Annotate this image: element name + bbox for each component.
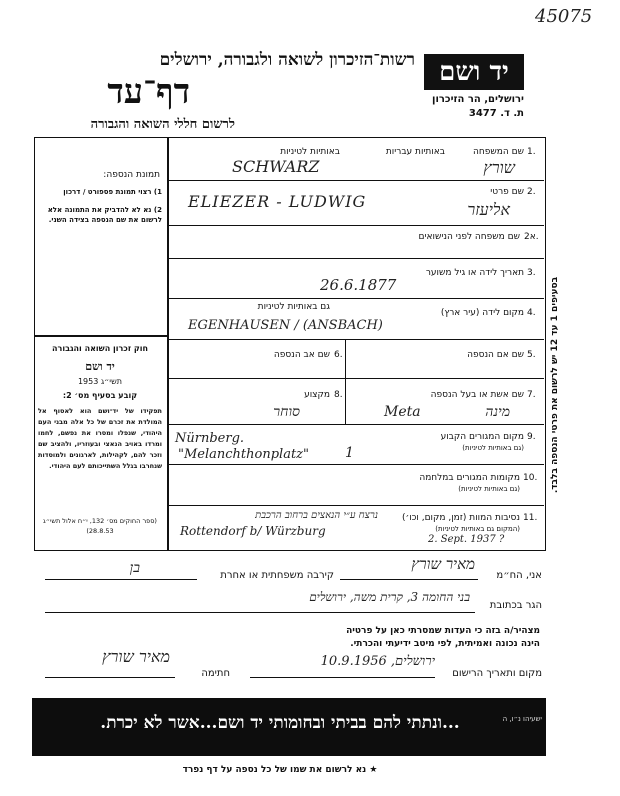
field-10-sub: (גם באותיות לטיניות) xyxy=(458,485,520,493)
field-1-latin-value: SCHWARZ xyxy=(232,157,320,176)
field-5-number: 5. xyxy=(527,350,536,360)
law-body: תפקידו של יד־ושם הוא לאסוף אל המולדת את זכרם של כל אלה מבני העם היהודי, שנפלו ומסרו את נפשם, לחמו ומרדו באויב הנאצי ובעוזריו, ולהציב שם וזכר להם, לקהילות, לארגונים ולמוסדות שנחרבו בגלל השתייכותם לעם היהודי. xyxy=(38,407,162,470)
org-title: רשות־הזיכרון לשואה ולגבורה, ירושלים xyxy=(159,50,415,70)
archive-number: 45075 xyxy=(535,6,593,27)
field-5-label: שם אם הנספה xyxy=(467,350,524,360)
form-title: דף־עד xyxy=(107,72,190,112)
field-7-label: שם אשת או בעל הנספה xyxy=(430,390,524,400)
field-8-label: מקצוע xyxy=(304,390,330,400)
field-3-value: 26.6.1877 xyxy=(320,276,397,294)
witness-i-label: אני, הח״מ xyxy=(496,570,542,581)
form-subtitle: לרשום חללי השואה והגבורה xyxy=(90,117,235,132)
registration-place-label: מקום ותאריך הרישום xyxy=(452,668,542,679)
field-11-number: 11. xyxy=(523,513,538,523)
field-1-number: 1. xyxy=(527,147,536,157)
field-9-value-street: "Melanchthonplatz" xyxy=(178,447,309,462)
field-9-label: מקום המגורים הקבוע xyxy=(440,432,524,442)
field-3-label: תאריך לידה או גיל משוער xyxy=(425,268,524,278)
field-1-hebrew-value: שורץ xyxy=(483,158,515,177)
field-8-value: סוחר xyxy=(273,404,300,420)
field-6-label: שם אב הנספה xyxy=(273,350,330,360)
logo-address: ירושלים, הר הזיכרון xyxy=(432,94,524,105)
field-2a-label: שם משפחה לפני הנישואים xyxy=(418,232,520,242)
field-4-value: EGENHAUSEN / (ANSBACH) xyxy=(188,318,383,333)
law-name: יד ושם xyxy=(85,360,115,373)
field-7-hebrew-value: מינה xyxy=(485,404,510,420)
po-box: ת. ד. 3477 xyxy=(468,108,524,119)
witness-declaration-line2: הינה נכונה ואמיתית, לפי מיטב ידיעתי והכרתי. xyxy=(350,639,540,649)
law-ref: (ספר החוקים מס׳ 132, י״ח אלול תשי״ג 28.8.53) xyxy=(43,517,157,535)
signature-label: חתימה xyxy=(201,668,230,679)
footer-text: נא לרשום את שמו של כל נספה על דף נפרד xyxy=(182,765,367,775)
field-9-sub: (גם באותיות לטיניות) xyxy=(462,444,524,452)
law-title: חוק זכרון השואה והגבורה xyxy=(52,344,148,353)
banner-quote: ...ונתתי להם בביתי ובחומותי יד ושם...אשר לא יכרת. xyxy=(100,713,460,733)
field-4-number: 4. xyxy=(527,308,536,318)
witness-address-value: בני החומה 3, קרית משה, ירושלים xyxy=(309,590,470,604)
banner-reference: ישעיהו נ״ו, ה xyxy=(502,715,542,723)
field-2-latin-value: ELIEZER - LUDWIG xyxy=(188,192,367,211)
field-2-label: שם פרטי xyxy=(490,187,524,197)
field-10-label: מקומות המגורים במלחמה xyxy=(419,473,520,483)
field-4-label: מקום לידה (עיר ארץ) xyxy=(440,308,524,318)
field-9-value-city: Nürnberg. xyxy=(175,431,245,446)
field-7-number: 7. xyxy=(527,390,536,400)
field-9-number: 9. xyxy=(527,432,536,442)
field-6-number: 6. xyxy=(334,350,343,360)
field-11-value-place: Rottendorf b/ Würzburg xyxy=(180,524,326,538)
footer-asterisk: ★ xyxy=(366,765,378,775)
field-9-value-number: 1 xyxy=(345,445,354,461)
photo-panel-title: תמונת הנספה: xyxy=(103,170,160,180)
field-2-hebrew-value: אליעזר xyxy=(467,200,510,219)
witness-relation-label: קירבה משפחתית או אחרת xyxy=(220,570,334,581)
field-11-value-hebrew: נרצח ע״י הנאצים ברחוב הרכבת xyxy=(255,510,378,521)
logo-text: יד ושם xyxy=(439,57,509,87)
law-clause: קובע בסעיף מס׳ 2: xyxy=(62,391,138,400)
witness-address-label: הגר בכתובת xyxy=(489,600,542,611)
witness-relation-value: בן xyxy=(129,560,140,576)
field-10-number: 10. xyxy=(523,473,538,483)
witness-name-value: מאיר שורץ xyxy=(411,555,475,573)
field-1-label: שם המשפחה xyxy=(473,147,524,157)
registration-place-value: ירושלים, 10.9.1956 xyxy=(320,654,435,669)
field-11-sub: (המקום גם באותיות לטיניות) xyxy=(435,525,520,533)
photo-panel-item1: 1) רצוי תמונת פספורט / דרכון xyxy=(63,188,162,196)
field-8-number: 8. xyxy=(334,390,343,400)
witness-declaration-line1: מצהיר/ה בזה כי העדות שמסרתי כאן על פרטיה xyxy=(346,626,540,636)
field-3-number: 3. xyxy=(527,268,536,278)
law-year: תשי״ג 1953 xyxy=(77,377,123,386)
field-7-latin-value: Meta xyxy=(384,404,421,420)
field-2a-number: 2א. xyxy=(524,232,539,242)
yad-vashem-logo xyxy=(424,54,524,90)
field-2-number: 2. xyxy=(527,187,536,197)
footer-note xyxy=(150,765,410,775)
field-1-latin-header: באותיות לטיניות xyxy=(280,147,340,157)
photo-panel-item2: 2) נא לא להדביק את התמונה אלא לרשום את שם הנספה בצידה השני. xyxy=(47,206,162,224)
signature-value: מאיר שורץ xyxy=(102,647,170,666)
field-11-value-date: 2. Sept. 1937 ? xyxy=(428,534,505,545)
side-note: בסעיפים 1 עד 12 יש לרשום את פרטי הנספה בלבד. xyxy=(550,276,560,494)
field-4-sub: גם באותיות לטיניות xyxy=(257,302,330,312)
field-1-hebrew-header: באותיות עבריות xyxy=(385,147,445,157)
field-11-label: נסיבות המוות (זמן, מקום, וכו׳) xyxy=(401,513,520,523)
